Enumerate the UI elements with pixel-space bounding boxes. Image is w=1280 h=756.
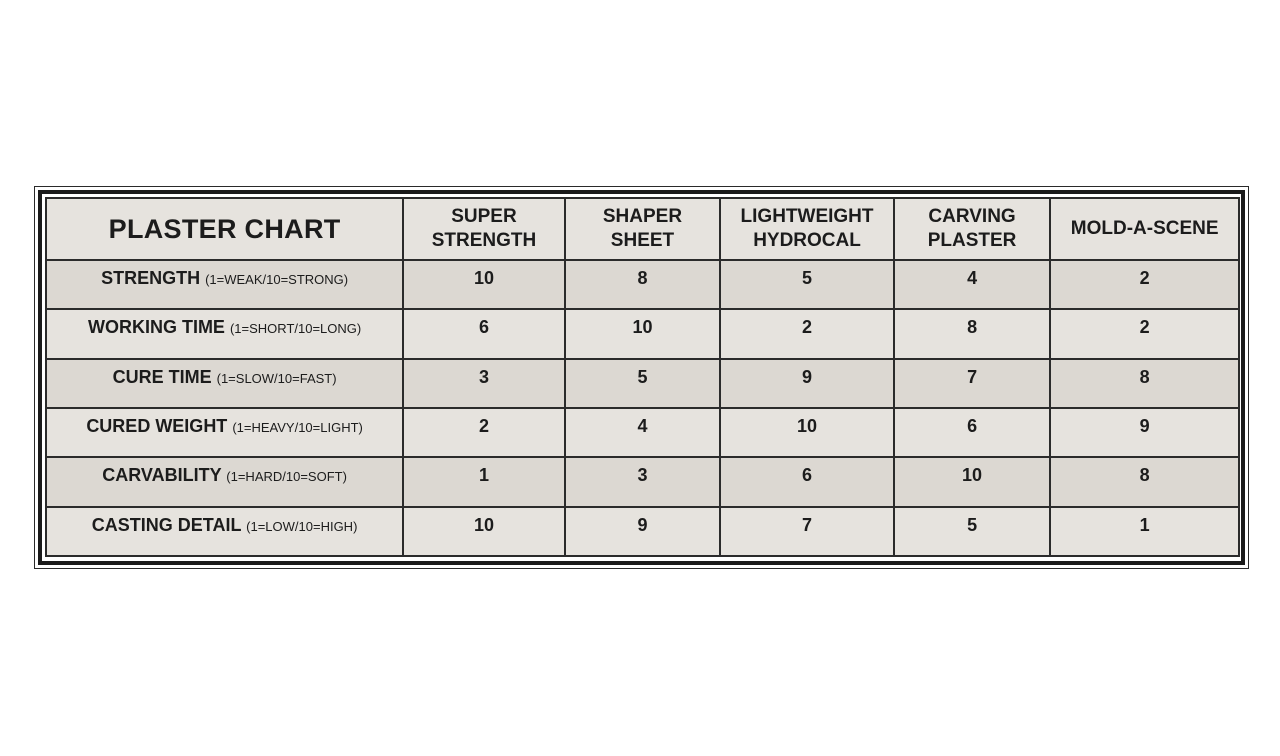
table-row <box>46 408 1239 457</box>
chart-outer-frame <box>34 186 1249 569</box>
row-label <box>46 408 403 457</box>
column-header-line: SHAPER <box>602 206 683 227</box>
column-header-line: SUPER <box>451 206 517 227</box>
cell-mold-a-scene: 1 <box>1050 507 1239 556</box>
cell-super-strength: 6 <box>403 309 565 358</box>
metric-scale: (1=HEAVY/10=LIGHT) <box>232 420 363 436</box>
cell-super-strength: 10 <box>403 260 565 309</box>
cell-carving-plaster: 6 <box>894 408 1051 457</box>
cell-shaper-sheet: 4 <box>565 408 721 457</box>
metric-name: CARVABILITY <box>102 465 222 486</box>
cell-lightweight-hydrocal: 10 <box>720 408 894 457</box>
cell-shaper-sheet: 3 <box>565 457 721 506</box>
cell-mold-a-scene: 2 <box>1050 260 1239 309</box>
metric-scale: (1=LOW/10=HIGH) <box>246 518 358 534</box>
cell-lightweight-hydrocal: 2 <box>720 309 894 358</box>
metric-scale: (1=SLOW/10=FAST) <box>216 370 337 386</box>
row-label <box>46 507 403 556</box>
cell-mold-a-scene: 2 <box>1050 309 1239 358</box>
cell-shaper-sheet: 8 <box>565 260 721 309</box>
column-header-mold-a-scene <box>1050 198 1239 260</box>
column-header-line: PLASTER <box>927 230 1017 251</box>
cell-mold-a-scene: 8 <box>1050 457 1239 506</box>
column-header-carving-plaster <box>894 198 1051 260</box>
cell-lightweight-hydrocal: 5 <box>720 260 894 309</box>
cell-super-strength: 2 <box>403 408 565 457</box>
column-header-line: CARVING <box>928 206 1016 227</box>
cell-mold-a-scene: 8 <box>1050 359 1239 408</box>
header-row <box>46 198 1239 260</box>
metric-name: STRENGTH <box>101 268 201 289</box>
cell-super-strength: 3 <box>403 359 565 408</box>
cell-shaper-sheet: 10 <box>565 309 721 358</box>
cell-mold-a-scene: 9 <box>1050 408 1239 457</box>
column-header-line: MOLD-A-SCENE <box>1070 218 1219 239</box>
row-label <box>46 359 403 408</box>
row-label <box>46 309 403 358</box>
metric-name: WORKING TIME <box>87 317 225 338</box>
column-header-shaper-sheet <box>565 198 721 260</box>
metric-scale: (1=HARD/10=SOFT) <box>226 469 347 485</box>
row-label <box>46 260 403 309</box>
cell-carving-plaster: 10 <box>894 457 1051 506</box>
metric-name: CURED WEIGHT <box>86 416 228 437</box>
cell-carving-plaster: 7 <box>894 359 1051 408</box>
cell-super-strength: 10 <box>403 507 565 556</box>
cell-carving-plaster: 8 <box>894 309 1051 358</box>
plaster-chart-table <box>45 197 1240 557</box>
column-header-line: SHEET <box>610 230 675 251</box>
metric-name: CURE TIME <box>112 366 212 387</box>
metric-name: CASTING DETAIL <box>91 514 242 535</box>
table-body <box>46 260 1239 556</box>
table-row <box>46 457 1239 506</box>
table-row <box>46 309 1239 358</box>
table-row <box>46 507 1239 556</box>
table-row <box>46 260 1239 309</box>
column-header-line: STRENGTH <box>431 230 537 251</box>
chart-title: PLASTER CHART <box>46 198 403 260</box>
cell-lightweight-hydrocal: 7 <box>720 507 894 556</box>
metric-scale: (1=SHORT/10=LONG) <box>229 321 362 337</box>
column-header-line: HYDROCAL <box>753 230 861 251</box>
cell-super-strength: 1 <box>403 457 565 506</box>
cell-carving-plaster: 5 <box>894 507 1051 556</box>
table-row <box>46 359 1239 408</box>
metric-scale: (1=WEAK/10=STRONG) <box>205 272 349 288</box>
cell-shaper-sheet: 5 <box>565 359 721 408</box>
column-header-lightweight-hydrocal <box>720 198 894 260</box>
chart-inner-frame <box>38 190 1245 565</box>
cell-lightweight-hydrocal: 6 <box>720 457 894 506</box>
row-label <box>46 457 403 506</box>
cell-carving-plaster: 4 <box>894 260 1051 309</box>
column-header-line: LIGHTWEIGHT <box>740 206 874 227</box>
cell-shaper-sheet: 9 <box>565 507 721 556</box>
cell-lightweight-hydrocal: 9 <box>720 359 894 408</box>
column-header-super-strength <box>403 198 565 260</box>
